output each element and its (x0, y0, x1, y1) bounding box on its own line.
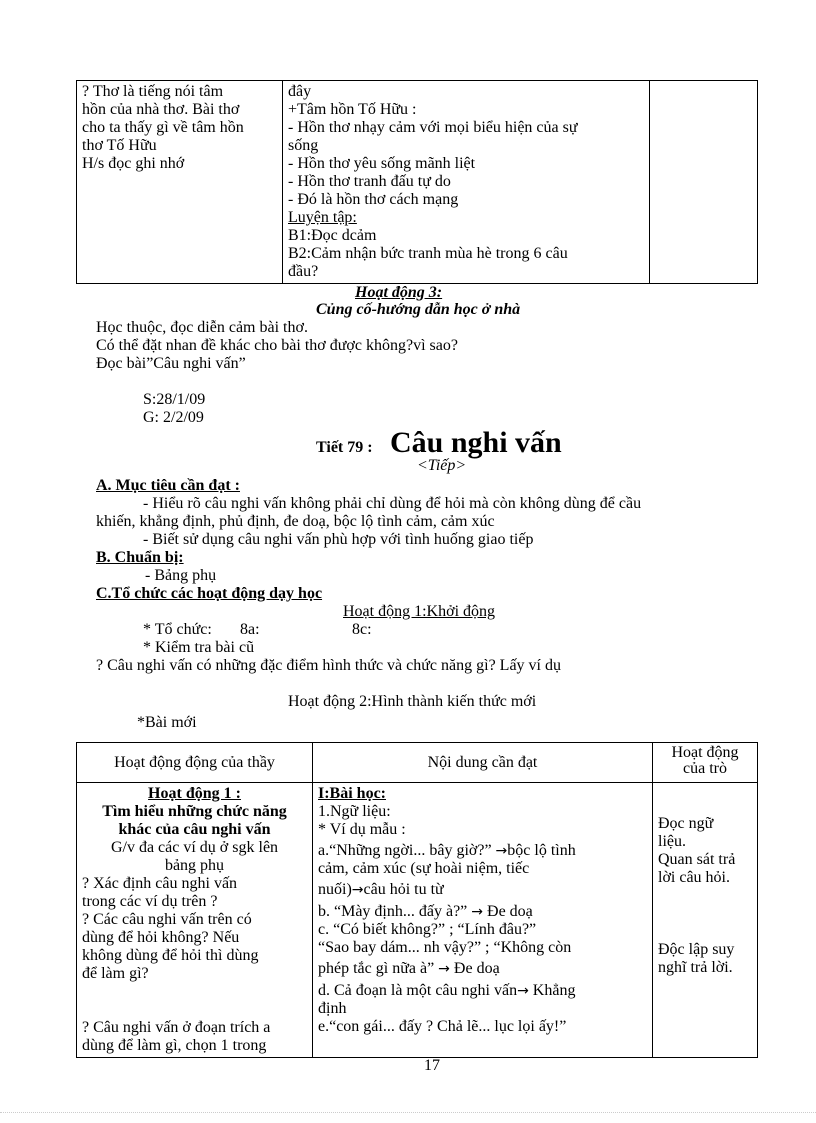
teacher-line: bảng phụ (164, 857, 225, 874)
teacher-line: ? Các câu nghi vấn trên có (82, 911, 252, 928)
teacher-line: trong các ví dụ trên ? (82, 893, 218, 910)
section-a-line-3: - Biết sử dụng câu nghi vấn phù hợp với tình huống giao tiếp (143, 531, 534, 548)
teacher-line: để làm gì? (82, 965, 149, 982)
top-col2-line: - Hồn thơ nhạy cảm với mọi biểu hiện của sự (288, 119, 578, 136)
section-c-heading: C.Tổ chức các hoạt động dạy học (96, 585, 323, 602)
hd3-line-2: Có thể đặt nhan đề khác cho bài thơ được không?vì sao? (96, 337, 458, 354)
teacher-line: G/v đa các ví dụ ở sgk lên (110, 839, 279, 856)
top-table (76, 80, 758, 284)
content-line: 1.Ngữ liệu: (318, 803, 391, 820)
section-a-line-2: khiến, khẳng định, phủ định, đe doạ, bộc lộ tình cảm, cảm xúc (96, 513, 495, 530)
content-line: c. “Có biết không?” ; “Lính đâu?” (318, 921, 537, 938)
example-a-result: bộc lộ tình (507, 842, 576, 859)
example-c-result: Đe doạ (453, 960, 500, 977)
header-student-label-1: Hoạt động (671, 745, 739, 761)
hd2-title: Hoạt động 2:Hình thành kiến thức mới (288, 693, 537, 710)
lesson-content (313, 783, 653, 1058)
top-col2-line: B2:Cảm nhận bức tranh mùa hè trong 6 câu (288, 245, 568, 262)
arrow-icon: → (495, 843, 508, 859)
content-line (318, 960, 647, 978)
hd1-title: Hoạt động 1:Khởi động (343, 603, 496, 620)
top-col1-line: H/s đọc ghi nhớ (82, 155, 185, 172)
top-col2-line: đầu? (288, 263, 319, 280)
bai-moi: *Bài mới (137, 714, 197, 731)
section-b-heading: B. Chuẩn bị: (96, 549, 184, 566)
example-c-text: phép tắc gì nữa à” (318, 960, 435, 977)
teacher-line: ? Xác định câu nghi vấn (82, 875, 238, 892)
top-col2-line: - Hồn thơ tranh đấu tự do (288, 173, 451, 190)
section-a-heading: A. Mục tiêu cần đạt : (96, 477, 240, 494)
section-a-line-1: - Hiểu rõ câu nghi vấn không phải chỉ dùng để hỏi mà còn không dùng để cầu (143, 495, 642, 512)
lesson-prefix: Tiết 79 : (316, 439, 373, 456)
content-heading: I:Bài học: (318, 785, 386, 802)
class-8a: 8a: (240, 621, 260, 638)
page-bottom-divider (0, 1112, 816, 1113)
hd3-subtitle: Củng cố-hướng dẫn học ở nhà (316, 301, 521, 318)
top-col2-line: +Tâm hồn Tố Hữu : (288, 101, 417, 118)
example-a-text2: nuối) (318, 881, 352, 898)
content-line: * Ví dụ mẫu : (318, 821, 406, 838)
top-table-col1 (77, 81, 283, 284)
example-a-result2: câu hỏi tu từ (363, 881, 444, 898)
student-line: nghĩ trả lời. (658, 959, 733, 976)
student-spacer (658, 887, 752, 941)
top-col2-line: sống (288, 137, 319, 154)
student-line: Độc lập suy (658, 941, 735, 958)
date-s: S:28/1/09 (143, 391, 206, 408)
hd3-line-1: Học thuộc, đọc diễn cảm bài thơ. (96, 319, 308, 336)
teacher-hd1-sub1: Tìm hiểu những chức năng (102, 803, 287, 820)
section-b-line-1: - Bảng phụ (145, 567, 217, 584)
top-col2-line: - Đó là hồn thơ cách mạng (288, 191, 459, 208)
header-teacher-label: Hoạt động động của thầy (114, 753, 275, 771)
header-teacher (77, 743, 313, 783)
example-a-text: a.“Những ngời... bây giờ?” (318, 842, 492, 859)
top-col1-line: cho ta thấy gì về tâm hồn (82, 119, 244, 136)
top-col2-line: - Hồn thơ yêu sống mãnh liệt (288, 155, 476, 172)
top-col1-line: ? Thơ là tiếng nói tâm (82, 83, 224, 100)
header-student (653, 743, 758, 783)
date-g: G: 2/2/09 (143, 409, 204, 426)
student-spacer (658, 785, 752, 815)
content-line: cảm, cảm xúc (sự hoài niệm, tiếc (318, 860, 530, 877)
header-content (313, 743, 653, 783)
top-col2-line: đây (288, 83, 312, 100)
top-table-col3 (650, 81, 758, 284)
example-b-result: Đe doạ (487, 903, 533, 920)
teacher-hd1-title: Hoạt động 1 : (148, 785, 241, 802)
student-activities (653, 783, 758, 1058)
hd3-line-3: Đọc bài”Câu nghi vấn” (96, 355, 246, 372)
top-col1-line: hồn của nhà thơ. Bài thơ (82, 101, 240, 118)
teacher-line: dùng để hỏi không? Nếu (82, 929, 240, 946)
top-col2-line: Luyện tập: (288, 209, 357, 226)
lesson-sub: <Tiếp> (417, 457, 467, 474)
arrow-icon: → (438, 961, 450, 977)
class-8c: 8c: (352, 621, 372, 638)
content-line: định (318, 1000, 347, 1017)
content-line (318, 982, 647, 1000)
example-b-text: b. “Mày định... đấy à?” (318, 903, 468, 920)
student-line: Quan sát trả (658, 851, 736, 868)
to-chuc: * Tổ chức: (143, 621, 212, 638)
header-student-label-2: của trò (683, 761, 727, 777)
arrow-icon: → (517, 983, 529, 999)
teacher-activities (77, 783, 313, 1058)
student-line: Đọc ngữ (658, 815, 714, 832)
hd3-title: Hoạt động 3: (355, 284, 443, 301)
content-line (318, 842, 647, 860)
teacher-hd1-sub2: khác của câu nghi vấn (118, 821, 271, 838)
teacher-line: dùng để làm gì, chọn 1 trong (82, 1037, 267, 1054)
top-col1-line: thơ Tố Hữu (82, 137, 157, 154)
page-number: 17 (424, 1057, 440, 1074)
arrow-icon: → (471, 904, 484, 920)
teacher-line: ? Câu nghi vấn ở đoạn trích a (82, 1019, 271, 1036)
teacher-line: không dùng để hỏi thì dùng (82, 947, 259, 964)
content-line (318, 881, 647, 899)
content-line: “Sao bay dám... nh vậy?” ; “Không còn (318, 939, 572, 956)
content-line: e.“con gái... đấy ? Chả lẽ... lục lọi ấy!” (318, 1018, 567, 1035)
arrow-icon: → (351, 882, 364, 898)
content-line (318, 903, 647, 921)
lesson-title: Câu nghi vấn (390, 426, 562, 459)
main-table (76, 742, 758, 1058)
example-d-result: Khẳng (532, 982, 576, 999)
example-d-text: d. Cả đoạn là một câu nghi vấn (318, 982, 518, 999)
kiem-tra: * Kiểm tra bài cũ (143, 639, 255, 656)
teacher-spacer (82, 983, 307, 1019)
student-line: liệu. (658, 833, 686, 850)
header-content-label: Nội dung cần đạt (427, 753, 538, 771)
student-line: lời câu hỏi. (658, 869, 730, 886)
review-question: ? Câu nghi vấn có những đặc điểm hình thức và chức năng gì? Lấy ví dụ (96, 657, 561, 674)
top-col2-line: B1:Đọc dcảm (288, 227, 377, 244)
top-table-col2 (283, 81, 650, 284)
